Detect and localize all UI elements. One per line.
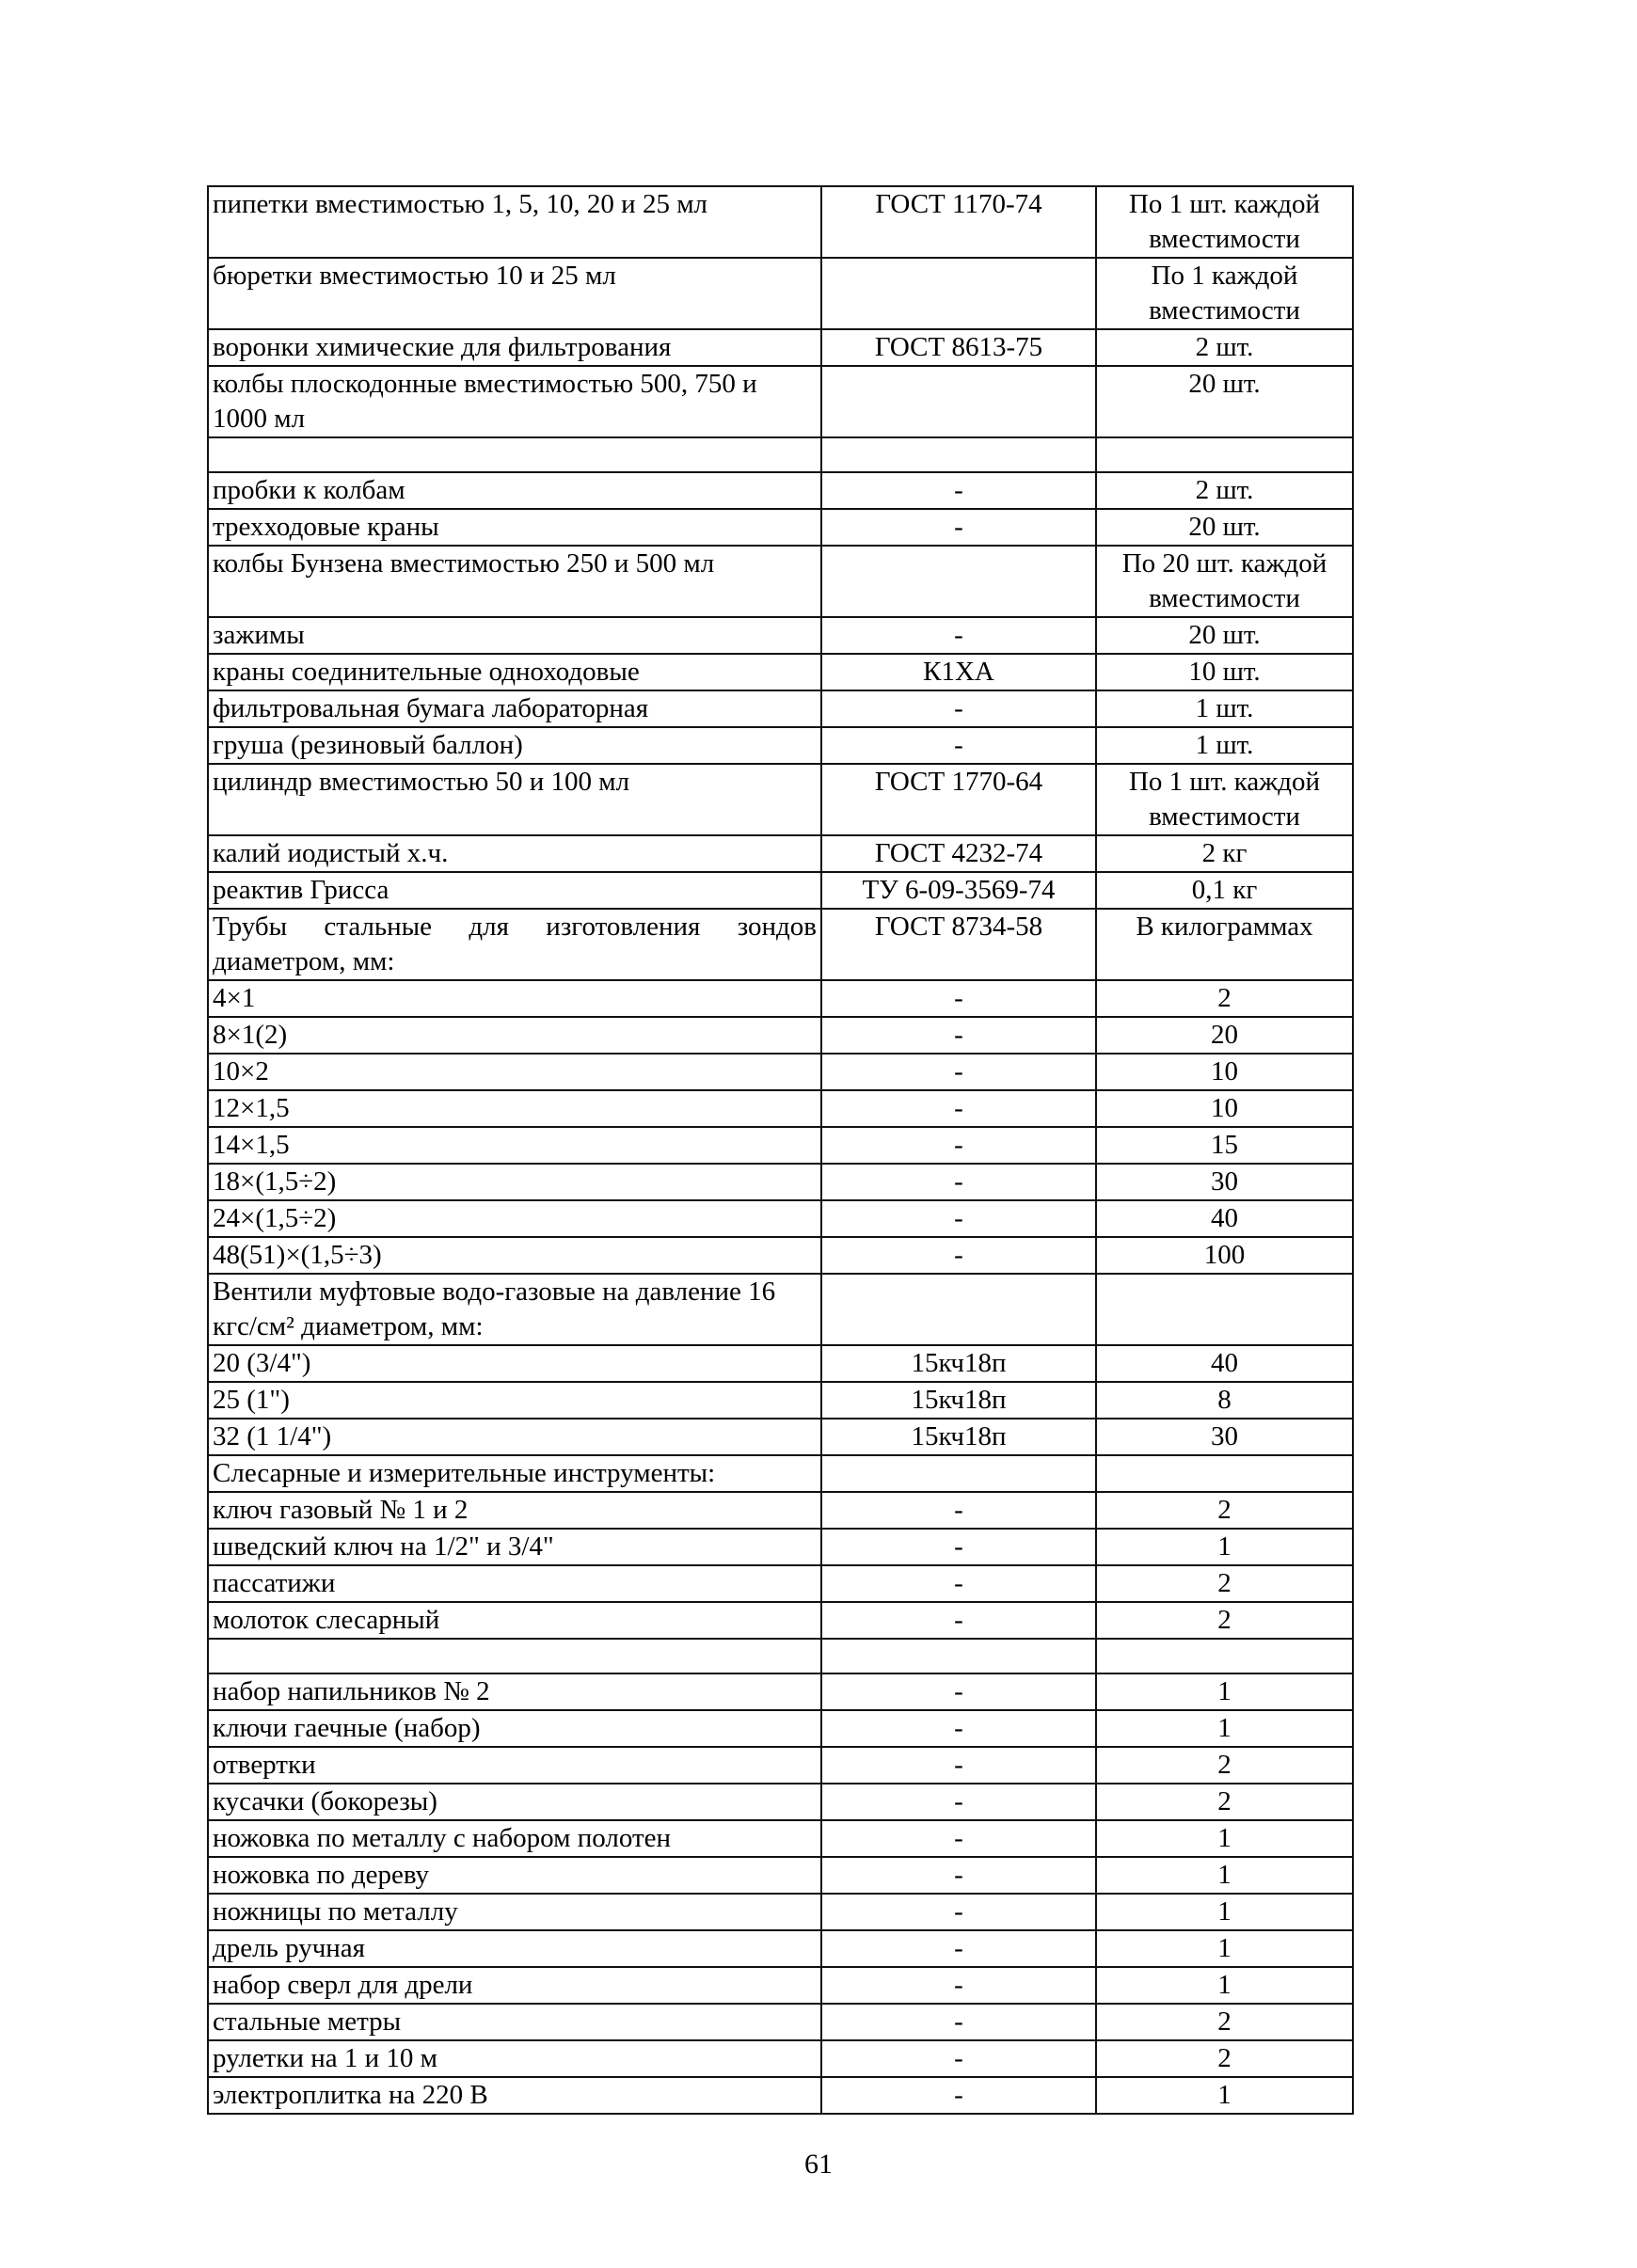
table-row xyxy=(208,872,1353,909)
table-row xyxy=(208,1090,1353,1127)
standard-cell: 15кч18п xyxy=(821,1382,1096,1419)
standard-cell: - xyxy=(821,980,1096,1017)
table-row xyxy=(208,509,1353,546)
item-name-cell: шведский ключ на 1/2" и 3/4" xyxy=(208,1529,821,1565)
quantity-cell: 10 xyxy=(1096,1090,1353,1127)
item-name-cell: Трубы стальные для изготовления зондов диаметром, мм: xyxy=(208,909,821,980)
quantity-cell: 15 xyxy=(1096,1127,1353,1164)
page-number: 61 xyxy=(804,2149,833,2180)
standard-cell: - xyxy=(821,1237,1096,1274)
item-name-cell: 18×(1,5÷2) xyxy=(208,1164,821,1200)
standard-cell: - xyxy=(821,1857,1096,1894)
standard-cell: - xyxy=(821,1967,1096,2004)
item-name-cell: 10×2 xyxy=(208,1054,821,1090)
item-name-cell: колбы плоскодонные вместимостью 500, 750 и 1000 мл xyxy=(208,366,821,437)
quantity-cell: 1 xyxy=(1096,2077,1353,2114)
quantity-cell: 10 шт. xyxy=(1096,654,1353,690)
quantity-cell: 30 xyxy=(1096,1164,1353,1200)
standard-cell: ГОСТ 8613-75 xyxy=(821,329,1096,366)
standard-cell: ГОСТ 4232-74 xyxy=(821,835,1096,872)
quantity-cell: 1 xyxy=(1096,1820,1353,1857)
quantity-cell xyxy=(1096,437,1353,472)
table-row xyxy=(208,1529,1353,1565)
item-name-cell: пассатижи xyxy=(208,1565,821,1602)
table-row xyxy=(208,1565,1353,1602)
quantity-cell xyxy=(1096,1274,1353,1345)
item-name-cell: воронки химические для фильтрования xyxy=(208,329,821,366)
item-name-cell: ножовка по металлу с набором полотен xyxy=(208,1820,821,1857)
standard-cell: - xyxy=(821,1017,1096,1054)
item-name-cell: бюретки вместимостью 10 и 25 мл xyxy=(208,258,821,329)
item-name-cell: отвертки xyxy=(208,1747,821,1784)
quantity-cell: 1 xyxy=(1096,1710,1353,1747)
standard-cell: - xyxy=(821,1894,1096,1930)
quantity-cell: 2 xyxy=(1096,1602,1353,1639)
quantity-cell: 2 xyxy=(1096,1492,1353,1529)
table-row xyxy=(208,1164,1353,1200)
item-name-cell: дрель ручная xyxy=(208,1930,821,1967)
item-name-cell: рулетки на 1 и 10 м xyxy=(208,2040,821,2077)
item-name-cell: груша (резиновый баллон) xyxy=(208,727,821,764)
quantity-cell: 2 кг xyxy=(1096,835,1353,872)
item-name-cell: стальные метры xyxy=(208,2004,821,2040)
table-row xyxy=(208,2004,1353,2040)
standard-cell xyxy=(821,366,1096,437)
table-row xyxy=(208,1345,1353,1382)
standard-cell: ТУ 6-09-3569-74 xyxy=(821,872,1096,909)
standard-cell: - xyxy=(821,1820,1096,1857)
quantity-cell: 2 шт. xyxy=(1096,472,1353,509)
item-name-cell: цилиндр вместимостью 50 и 100 мл xyxy=(208,764,821,835)
table-row xyxy=(208,1419,1353,1455)
standard-cell: 15кч18п xyxy=(821,1419,1096,1455)
table-row xyxy=(208,258,1353,329)
item-name-cell: 20 (3/4") xyxy=(208,1345,821,1382)
item-name-cell xyxy=(208,1639,821,1673)
quantity-cell: 40 xyxy=(1096,1200,1353,1237)
item-name-cell: Вентили муфтовые водо-газовые на давление 16 кгс/см² диаметром, мм: xyxy=(208,1274,821,1345)
item-name-cell: фильтровальная бумага лабораторная xyxy=(208,690,821,727)
table-row xyxy=(208,1237,1353,1274)
item-name-cell: ножницы по металлу xyxy=(208,1894,821,1930)
quantity-cell xyxy=(1096,1455,1353,1492)
standard-cell: 15кч18п xyxy=(821,1345,1096,1382)
table-row xyxy=(208,472,1353,509)
item-name-cell: 25 (1") xyxy=(208,1382,821,1419)
quantity-cell: 1 xyxy=(1096,1673,1353,1710)
quantity-cell: 1 xyxy=(1096,1857,1353,1894)
standard-cell: - xyxy=(821,509,1096,546)
quantity-cell xyxy=(1096,1639,1353,1673)
table-row xyxy=(208,1930,1353,1967)
item-name-cell: зажимы xyxy=(208,617,821,654)
standard-cell xyxy=(821,1639,1096,1673)
item-name-cell: реактив Грисса xyxy=(208,872,821,909)
quantity-cell: 8 xyxy=(1096,1382,1353,1419)
quantity-cell: В килограммах xyxy=(1096,909,1353,980)
table-row xyxy=(208,1455,1353,1492)
standard-cell: - xyxy=(821,2004,1096,2040)
quantity-cell: 20 шт. xyxy=(1096,617,1353,654)
table-row xyxy=(208,1200,1353,1237)
table-row xyxy=(208,764,1353,835)
standard-cell: - xyxy=(821,1127,1096,1164)
standard-cell: - xyxy=(821,1090,1096,1127)
item-name-cell xyxy=(208,437,821,472)
item-name-cell: краны соединительные одноходовые xyxy=(208,654,821,690)
item-name-cell: ключ газовый № 1 и 2 xyxy=(208,1492,821,1529)
quantity-cell: 1 xyxy=(1096,1930,1353,1967)
standard-cell: - xyxy=(821,472,1096,509)
table-row xyxy=(208,617,1353,654)
quantity-cell: 30 xyxy=(1096,1419,1353,1455)
standard-cell: - xyxy=(821,727,1096,764)
table-row xyxy=(208,1127,1353,1164)
table-row xyxy=(208,2077,1353,2114)
item-name-cell: электроплитка на 220 В xyxy=(208,2077,821,2114)
standard-cell xyxy=(821,546,1096,617)
quantity-cell: По 20 шт. каждой вместимости xyxy=(1096,546,1353,617)
table-row xyxy=(208,437,1353,472)
table-row xyxy=(208,1967,1353,2004)
quantity-cell: 1 шт. xyxy=(1096,727,1353,764)
quantity-cell: 20 шт. xyxy=(1096,509,1353,546)
quantity-cell: 2 шт. xyxy=(1096,329,1353,366)
item-name-cell: набор напильников № 2 xyxy=(208,1673,821,1710)
item-name-cell: ножовка по дереву xyxy=(208,1857,821,1894)
quantity-cell: 2 xyxy=(1096,1565,1353,1602)
table-row xyxy=(208,1274,1353,1345)
quantity-cell: 20 xyxy=(1096,1017,1353,1054)
table-row xyxy=(208,1639,1353,1673)
standard-cell: - xyxy=(821,1747,1096,1784)
standard-cell: ГОСТ 8734-58 xyxy=(821,909,1096,980)
quantity-cell: 100 xyxy=(1096,1237,1353,1274)
table-row xyxy=(208,186,1353,258)
quantity-cell: 2 xyxy=(1096,1747,1353,1784)
table-row xyxy=(208,2040,1353,2077)
quantity-cell: 2 xyxy=(1096,2004,1353,2040)
quantity-cell: 2 xyxy=(1096,1784,1353,1820)
table-row xyxy=(208,366,1353,437)
quantity-cell: 0,1 кг xyxy=(1096,872,1353,909)
table-row xyxy=(208,909,1353,980)
standard-cell: - xyxy=(821,1529,1096,1565)
item-name-cell: калий иодистый х.ч. xyxy=(208,835,821,872)
equipment-table-body xyxy=(208,186,1353,2114)
quantity-cell: По 1 шт. каждой вместимости xyxy=(1096,764,1353,835)
table-row xyxy=(208,654,1353,690)
equipment-table xyxy=(207,185,1354,2115)
standard-cell xyxy=(821,1455,1096,1492)
quantity-cell: 1 xyxy=(1096,1529,1353,1565)
item-name-cell: трехходовые краны xyxy=(208,509,821,546)
table-row xyxy=(208,1857,1353,1894)
item-name-cell: 12×1,5 xyxy=(208,1090,821,1127)
standard-cell: - xyxy=(821,1565,1096,1602)
standard-cell: - xyxy=(821,1054,1096,1090)
quantity-cell: 20 шт. xyxy=(1096,366,1353,437)
quantity-cell: По 1 шт. каждой вместимости xyxy=(1096,186,1353,258)
table-row xyxy=(208,835,1353,872)
quantity-cell: 2 xyxy=(1096,2040,1353,2077)
quantity-cell: 1 шт. xyxy=(1096,690,1353,727)
quantity-cell: 2 xyxy=(1096,980,1353,1017)
standard-cell xyxy=(821,437,1096,472)
table-row xyxy=(208,1820,1353,1857)
quantity-cell: 1 xyxy=(1096,1894,1353,1930)
table-row xyxy=(208,690,1353,727)
standard-cell: - xyxy=(821,1930,1096,1967)
quantity-cell: 10 xyxy=(1096,1054,1353,1090)
quantity-cell: 40 xyxy=(1096,1345,1353,1382)
table-row xyxy=(208,1747,1353,1784)
item-name-cell: 48(51)×(1,5÷3) xyxy=(208,1237,821,1274)
table-row xyxy=(208,980,1353,1017)
item-name-cell: 4×1 xyxy=(208,980,821,1017)
table-row xyxy=(208,329,1353,366)
standard-cell: - xyxy=(821,1710,1096,1747)
standard-cell: - xyxy=(821,2077,1096,2114)
table-row xyxy=(208,1017,1353,1054)
table-row xyxy=(208,1710,1353,1747)
table-row xyxy=(208,1054,1353,1090)
table-row xyxy=(208,1602,1353,1639)
standard-cell: ГОСТ 1170-74 xyxy=(821,186,1096,258)
item-name-cell: 32 (1 1/4") xyxy=(208,1419,821,1455)
table-row xyxy=(208,1382,1353,1419)
standard-cell: - xyxy=(821,690,1096,727)
standard-cell: - xyxy=(821,2040,1096,2077)
item-name-cell: молоток слесарный xyxy=(208,1602,821,1639)
table-row xyxy=(208,1784,1353,1820)
standard-cell: - xyxy=(821,1673,1096,1710)
standard-cell: К1ХА xyxy=(821,654,1096,690)
item-name-cell: пипетки вместимостью 1, 5, 10, 20 и 25 мл xyxy=(208,186,821,258)
item-name-cell: ключи гаечные (набор) xyxy=(208,1710,821,1747)
item-name-cell: 8×1(2) xyxy=(208,1017,821,1054)
standard-cell: - xyxy=(821,1602,1096,1639)
table-row xyxy=(208,1492,1353,1529)
standard-cell xyxy=(821,258,1096,329)
table-row xyxy=(208,727,1353,764)
standard-cell xyxy=(821,1274,1096,1345)
standard-cell: ГОСТ 1770-64 xyxy=(821,764,1096,835)
item-name-cell: колбы Бунзена вместимостью 250 и 500 мл xyxy=(208,546,821,617)
quantity-cell: По 1 каждой вместимости xyxy=(1096,258,1353,329)
item-name-cell: набор сверл для дрели xyxy=(208,1967,821,2004)
table-row xyxy=(208,1894,1353,1930)
item-name-cell: 24×(1,5÷2) xyxy=(208,1200,821,1237)
item-name-cell: пробки к колбам xyxy=(208,472,821,509)
item-name-cell: 14×1,5 xyxy=(208,1127,821,1164)
table-row xyxy=(208,546,1353,617)
table-row xyxy=(208,1673,1353,1710)
standard-cell: - xyxy=(821,1492,1096,1529)
standard-cell: - xyxy=(821,1164,1096,1200)
quantity-cell: 1 xyxy=(1096,1967,1353,2004)
item-name-cell: кусачки (бокорезы) xyxy=(208,1784,821,1820)
standard-cell: - xyxy=(821,1784,1096,1820)
standard-cell: - xyxy=(821,1200,1096,1237)
standard-cell: - xyxy=(821,617,1096,654)
item-name-cell: Слесарные и измерительные инструменты: xyxy=(208,1455,821,1492)
